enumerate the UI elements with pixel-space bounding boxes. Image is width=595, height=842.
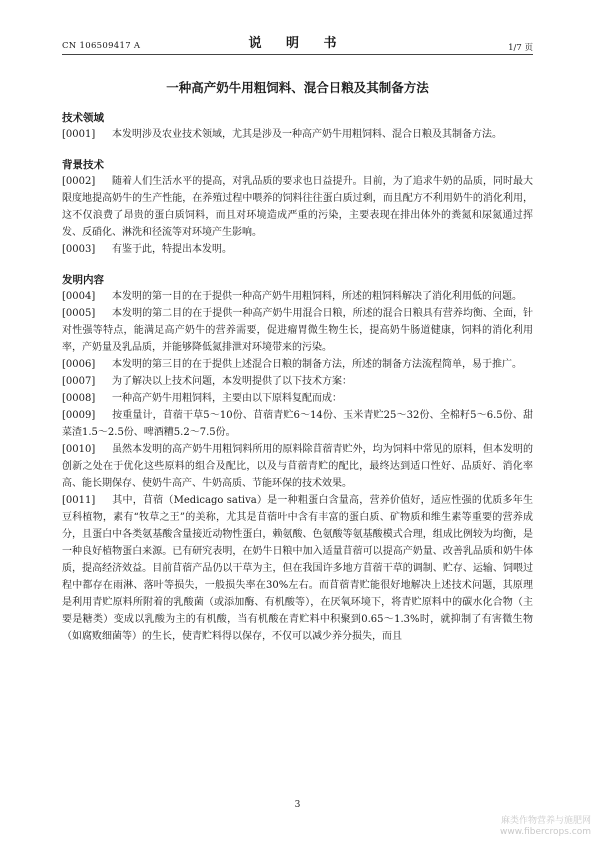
paragraph: [62, 407, 533, 441]
section-heading: 技术领域: [62, 112, 104, 124]
section-heading: 发明内容: [62, 274, 104, 286]
paragraph-text: 虽然本发明的高产奶牛用粗饲料所用的原料除苜蓿青贮外，均为饲料中常见的原料，但本发明的创新之处在于优化这些原料的组合及配比，以及与苜蓿青贮的配比，最终达到适口性好、品质好、消化率高、能长期保存、使奶牛高产、牛奶高质、节能环保的技术效果。: [62, 444, 533, 489]
paragraph-text: 本发明的第一目的在于提供一种高产奶牛用粗饲料，所述的粗饲料解决了消化利用低的问题。: [112, 291, 522, 302]
paragraph-number: [0004]: [62, 291, 96, 302]
paragraph-number: [0006]: [62, 359, 96, 370]
paragraph: [62, 241, 533, 258]
paragraph-number: [0011]: [62, 495, 96, 506]
paragraph-text: 本发明的第二目的在于提供一种高产奶牛用混合日粮，所述的混合日粮具有营养均衡、全面，针对性强等特点，能满足高产奶牛的营养需要，促进瘤胃微生物生长，提高奶牛肠道健康，饲料的消化利用率，产奶量及乳品质，并能够降低氮排泄对环境带来的污染。: [62, 308, 533, 353]
paragraph-number: [0002]: [62, 176, 96, 187]
paragraph-number: [0008]: [62, 393, 96, 404]
paragraph: [62, 356, 533, 373]
paragraph-text: 随着人们生活水平的提高，对乳品质的要求也日益提升。目前，为了追求牛奶的品质，同时最大限度地提高奶牛的生产性能，在养殖过程中喂养的饲料往往蛋白质过剩，而且配方不利用奶牛的消化利用，这不仅浪费了昂贵的蛋白质饲料，而且对环境造成严重的污染，主要表现在排出体外的粪氮和尿氮通过挥发、反硝化、淋洗和径流等对环境产生影响。: [62, 176, 533, 238]
paragraph: [62, 173, 533, 241]
paragraph-number: [0001]: [62, 129, 96, 140]
document-type: 说 明 书: [248, 36, 347, 51]
paragraph-text: 按重量计，苜蓿干草5～10份、苜蓿青贮6～14份、玉米青贮25～32份、全棉籽5～6.5份、甜菜渣1.5～2.5份、啤酒糟5.2～7.5份。: [62, 410, 533, 438]
watermark-url: www.fibercrops.com: [500, 827, 591, 837]
paragraph-text: 为了解决以上技术问题，本发明提供了以下技术方案：: [112, 376, 352, 387]
paragraph-number: [0003]: [62, 244, 96, 255]
paragraph-text: 有鉴于此，特提出本发明。: [112, 244, 232, 255]
paragraph: [62, 492, 533, 645]
page-indicator: 1/7 页: [508, 43, 533, 53]
header-divider: [62, 54, 533, 55]
paragraph: [62, 390, 533, 407]
patent-number: CN 106509417 A: [62, 41, 141, 51]
page-header: [62, 32, 533, 54]
paragraph-number: [0010]: [62, 444, 96, 455]
page-number: 3: [294, 800, 301, 810]
paragraph: [62, 305, 533, 356]
paragraph-number: [0007]: [62, 376, 96, 387]
watermark: [500, 816, 591, 838]
paragraph: [62, 288, 533, 305]
watermark-title: 麻类作物营养与施肥网: [500, 816, 591, 826]
paragraph-text: 一种高产奶牛用粗饲料，主要由以下原料复配而成：: [112, 393, 342, 404]
paragraph-number: [0005]: [62, 308, 96, 319]
document-title: 一种高产奶牛用粗饲料、混合日粮及其制备方法: [166, 80, 429, 95]
paragraph-text: 本发明涉及农业技术领域，尤其是涉及一种高产奶牛用粗饲料、混合日粮及其制备方法。: [112, 129, 502, 140]
paragraph: [62, 126, 533, 143]
paragraph: [62, 373, 533, 390]
section-heading: 背景技术: [62, 159, 104, 171]
paragraph-text: 其中，苜蓿（Medicago sativa）是一种粗蛋白含量高，营养价值好，适应性强的优质多年生豆科植物，素有“牧草之王”的美称，尤其是苜蓿叶中含有丰富的蛋白质、矿物质和维生素等重要的营养成分，且蛋白中各类氨基酸含量接近动物性蛋白，赖氨酸、色氨酸等氨基酸模式合理，组成比例较为均衡，是一种良好植物蛋白来源。已有研究表明，在奶牛日粮中加入适量苜蓿可以提高产奶量、改善乳品质和奶牛体质，提高经济效益。目前苜蓿产品仍以干草为主，但在我国许多地方苜蓿干草的调制、贮存、运输、饲喂过程中都存在雨淋、落叶等损失，一般损失率在30%左右。而苜蓿青贮能很好地解决上述技术问题，其原理是利用青贮原料所附着的乳酸菌（或添加酶、有机酸等），在厌氧环境下，将青贮原料中的碳水化合物（主要是糖类）变成以乳酸为主的有机酸，当有机酸在青贮料中积聚到0.65～1.3%时，就抑制了有害微生物（如腐败细菌等）的生长，使青贮料得以保存，不仅可以减少养分损失，而且: [62, 495, 533, 642]
document-body: [62, 110, 533, 645]
paragraph: [62, 441, 533, 492]
paragraph-text: 本发明的第三目的在于提供上述混合日粮的制备方法，所述的制备方法流程简单，易于推广。: [112, 359, 522, 370]
paragraph-number: [0009]: [62, 410, 96, 421]
